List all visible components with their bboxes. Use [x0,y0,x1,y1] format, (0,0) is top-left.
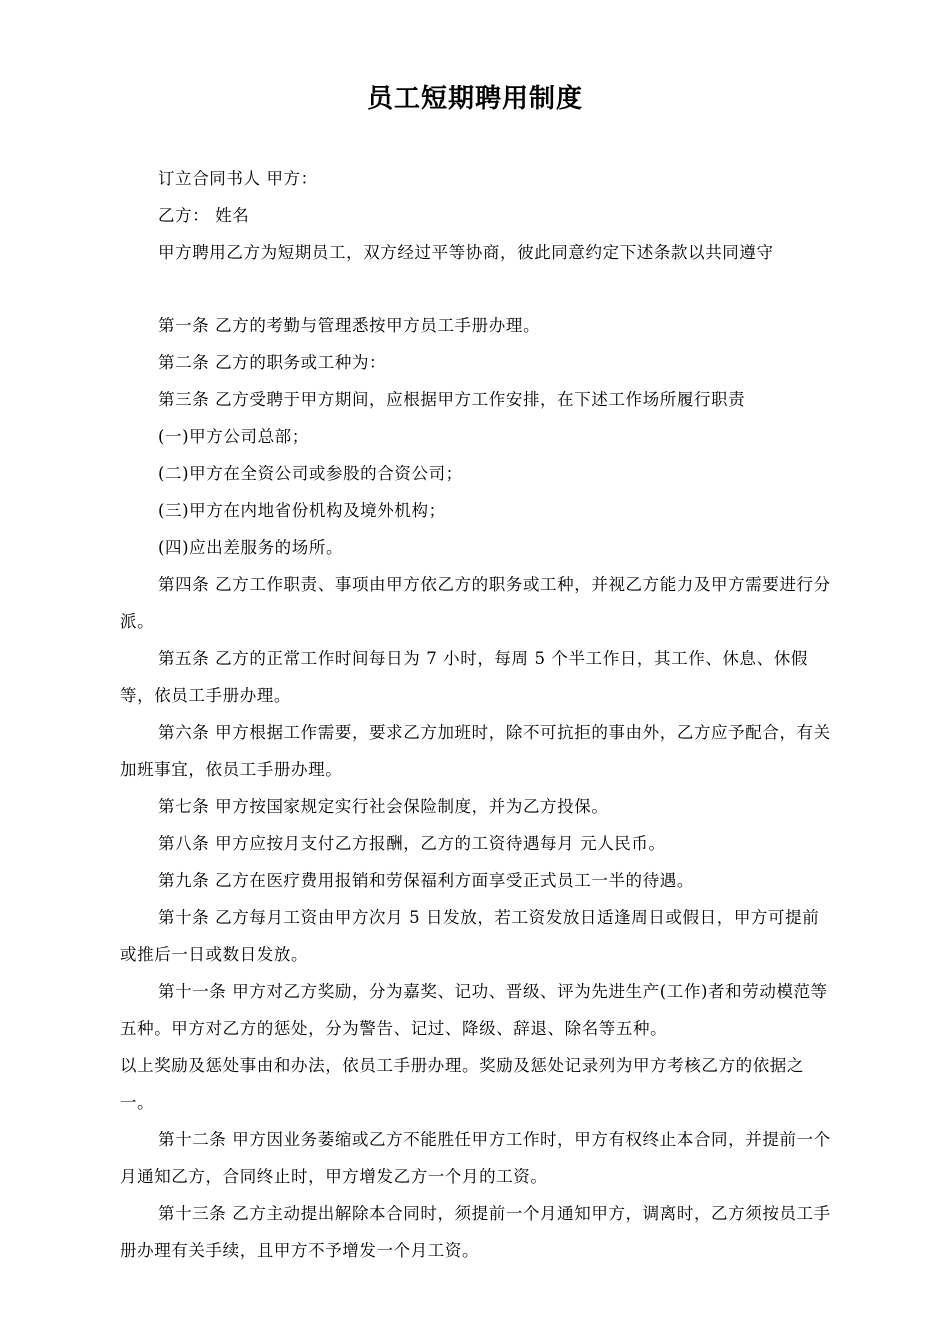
party-b-line: 乙方： 姓名 [158,206,250,225]
document-title: 员工短期聘用制度 [366,84,583,114]
document-body [120,160,834,1269]
article-3-item-2: (二)甲方在全资公司或参股的合资公司； [158,464,463,483]
article-3-item-3: (三)甲方在内地省份机构及境外机构； [158,501,446,520]
article-3: 第三条 乙方受聘于甲方期间，应根据甲方工作安排，在下述工作场所履行职责 [158,390,746,409]
article-5: 第五条 乙方的正常工作时间每日为 7 小时，每周 5 个半工作日，其工作、休息、休假等，依员工手册办理。 [120,649,808,705]
article-3-item-4: (四)应出差服务的场所。 [158,538,344,557]
article-12: 第十二条 甲方因业务萎缩或乙方不能胜任甲方工作时，甲方有权终止本合同，并提前一个月通知乙方，合同终止时，甲方增发乙方一个月的工资。 [120,1130,831,1186]
article-11: 第十一条 甲方对乙方奖励，分为嘉奖、记功、晋级、评为先进生产(工作)者和劳动模范等五种。甲方对乙方的惩处，分为警告、记过、降级、辞退、除名等五种。 [120,982,828,1038]
spacer [120,271,834,307]
article-2: 第二条 乙方的职务或工种为： [158,353,387,372]
article-4: 第四条 乙方工作职责、事项由甲方依乙方的职务或工种，并视乙方能力及甲方需要进行分派。 [120,575,831,631]
article-9: 第九条 乙方在医疗费用报销和劳保福利方面享受正式员工一半的待遇。 [158,871,694,890]
article-8: 第八条 甲方应按月支付乙方报酬，乙方的工资待遇每月 元人民币。 [158,834,666,853]
article-3-item-1: (一)甲方公司总部； [158,427,309,446]
article-6: 第六条 甲方根据工作需要，要求乙方加班时，除不可抗拒的事由外，乙方应予配合，有关加班事宜，依员工手册办理。 [120,723,831,779]
article-13: 第十三条 乙方主动提出解除本合同时，须提前一个月通知甲方，调离时，乙方须按员工手册办理有关手续，且甲方不予增发一个月工资。 [120,1204,831,1260]
article-7: 第七条 甲方按国家规定实行社会保险制度，并为乙方投保。 [158,797,609,816]
contract-parties-line: 订立合同书人 甲方： [158,169,318,188]
article-1: 第一条 乙方的考勤与管理悉按甲方员工手册办理。 [158,316,541,335]
article-11-continuation: 以上奖励及惩处事由和办法，依员工手册办理。奖励及惩处记录列为甲方考核乙方的依据之一。 [120,1056,804,1112]
preamble: 甲方聘用乙方为短期员工，双方经过平等协商，彼此同意约定下述条款以共同遵守 [158,243,774,262]
article-10: 第十条 乙方每月工资由甲方次月 5 日发放，若工资发放日适逢周日或假日，甲方可提前或推后一日或数日发放。 [120,908,820,964]
